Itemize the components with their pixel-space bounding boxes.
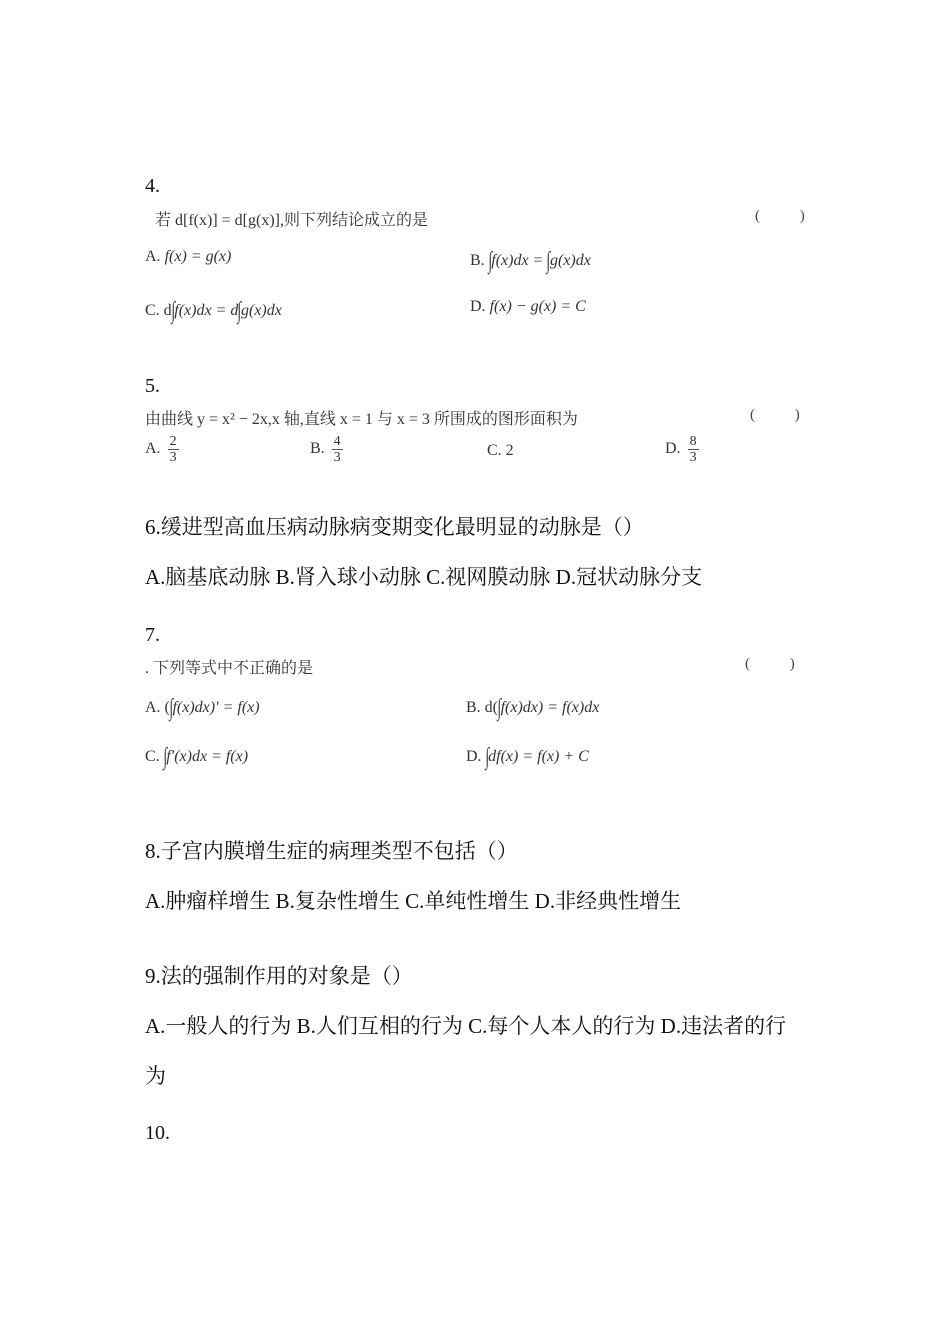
option-b-label: B. d( — [466, 699, 498, 716]
question-9-options-line-1: A.一般人的行为 B.人们互相的行为 C.每个人本人的行为 D.违法者的行 — [145, 1014, 787, 1038]
option-a-rest: f(x)dx)′ = f(x) — [172, 699, 260, 716]
question-5-option-c: C. 2 — [487, 442, 514, 459]
question-8-options: A.肿瘤样增生 B.复杂性增生 C.单纯性增生 D.非经典性增生 — [145, 889, 682, 913]
option-d-label: D. — [665, 440, 681, 458]
option-a-label: A. — [145, 248, 161, 265]
question-7-option-a — [145, 695, 260, 722]
integral-sign-icon: ∫ — [487, 248, 492, 274]
option-c-rest: f′(x)dx = f(x) — [166, 748, 249, 765]
question-9-stem: 9.法的强制作用的对象是（） — [145, 964, 413, 988]
option-d-math: f(x) − g(x) = C — [489, 298, 586, 315]
question-4-option-b — [470, 248, 591, 275]
question-5-paren: ( ) — [750, 407, 818, 423]
numerator: 2 — [169, 434, 177, 449]
question-7-option-d — [466, 744, 589, 771]
option-a-math: f(x) = g(x) — [164, 248, 232, 265]
question-4-stem: 若 d[f(x)] = d[g(x)],则下列结论成立的是 — [155, 212, 428, 229]
question-10-number: 10. — [145, 1122, 170, 1144]
integral-sign-icon: ∫ — [169, 695, 174, 721]
question-4-option-d — [470, 298, 586, 316]
option-b-label: B. — [310, 440, 325, 458]
question-5-option-a — [145, 434, 179, 465]
fraction — [168, 434, 179, 465]
question-4-paren: ( ) — [755, 208, 823, 224]
question-7-option-b — [466, 695, 599, 722]
question-4-option-c — [145, 298, 282, 325]
option-c-right: g(x)dx — [240, 302, 282, 319]
option-d-label: D. — [466, 748, 482, 765]
option-c-label: C. — [145, 748, 160, 765]
option-d-label: D. — [470, 298, 486, 315]
denominator: 3 — [333, 450, 341, 465]
question-4-option-a — [145, 248, 231, 266]
integral-sign-icon: ∫ — [497, 695, 502, 721]
denominator: 3 — [169, 450, 177, 465]
fraction — [688, 434, 699, 465]
option-a-label: A. ( — [145, 699, 170, 716]
question-7-number: 7. — [145, 624, 160, 646]
question-8-stem: 8.子宫内膜增生症的病理类型不包括（） — [145, 839, 518, 863]
option-c-d: d — [163, 302, 172, 319]
question-5-stem: 由曲线 y = x² − 2x,x 轴,直线 x = 1 与 x = 3 所围成的图形面积为 — [145, 411, 578, 428]
question-6-options: A.脑基底动脉 B.肾入球小动脉 C.视网膜动脉 D.冠状动脉分支 — [145, 565, 703, 589]
denominator: 3 — [689, 450, 697, 465]
fraction — [332, 434, 343, 465]
integral-sign-icon: ∫ — [170, 298, 175, 324]
option-b-rest: f(x)dx) = f(x)dx — [500, 699, 600, 716]
option-b-label: B. — [470, 252, 485, 269]
question-5-option-d — [665, 434, 699, 465]
option-b-right: g(x)dx — [549, 252, 591, 269]
question-7-stem: . 下列等式中不正确的是 — [145, 660, 314, 677]
option-b-left: f(x)dx = — [491, 252, 548, 269]
question-5-number: 5. — [145, 375, 160, 397]
integral-sign-icon: ∫ — [546, 248, 551, 274]
integral-sign-icon: ∫ — [162, 744, 167, 770]
option-d-rest: df(x) = f(x) + C — [488, 748, 589, 765]
option-c-label: C. — [145, 302, 160, 319]
question-6-stem: 6.缓进型高血压病动脉病变期变化最明显的动脉是（） — [145, 515, 644, 539]
question-4-number: 4. — [145, 175, 160, 197]
integral-sign-icon: ∫ — [237, 298, 242, 324]
numerator: 4 — [333, 434, 341, 449]
option-a-label: A. — [145, 440, 161, 458]
question-9-options-line-2: 为 — [145, 1064, 166, 1088]
question-7-option-c — [145, 744, 248, 771]
question-7-paren: ( ) — [745, 656, 813, 672]
option-c-left: f(x)dx = d — [174, 302, 239, 319]
numerator: 8 — [689, 434, 697, 449]
integral-sign-icon: ∫ — [484, 744, 489, 770]
question-5-option-b — [310, 434, 343, 465]
